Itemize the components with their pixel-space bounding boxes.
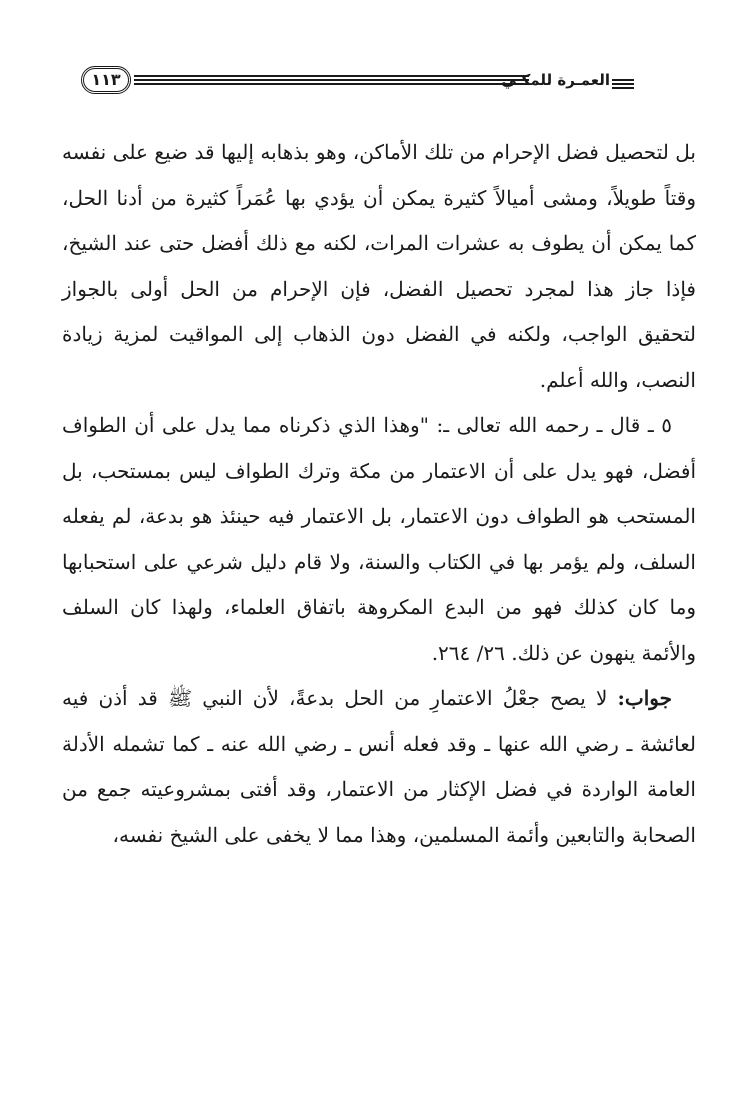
header-ornament-rule [612, 83, 634, 85]
page-number: ١١٣ [81, 66, 131, 94]
header-ornament-rule [612, 87, 634, 89]
answer-label: جواب: [617, 686, 672, 710]
running-header [54, 66, 686, 102]
paragraph [62, 403, 696, 676]
header-ornament-rule [612, 79, 634, 81]
book-title: العمـرة للمكـي [501, 71, 610, 89]
paragraph [62, 130, 696, 403]
header-rule [134, 75, 529, 77]
page-text [62, 130, 696, 858]
paragraph-text: لا يصح جعْلُ الاعتمارِ من الحل بدعةً، لأن النبي ﷺ قد أذن فيه لعائشة ـ رضي الله عنها ـ وقد فعله أنس ـ رضي الله عنه ـ كما تشمله الأدلة العامة الواردة في فضل الإكثار من الاعتمار، وقد أفتى بمشروعيته جمع من الصحابة والتابعين وأئمة المسلمين، وهذا مما لا يخفى على الشيخ نفسه، [62, 686, 696, 847]
header-rule [134, 79, 529, 81]
header-rule [134, 83, 529, 85]
paragraph [62, 676, 696, 858]
paragraph-text: بل لتحصيل فضل الإحرام من تلك الأماكن، وهو بذهابه إليها قد ضيع على نفسه وقتاً طويلاً، ومشى أميالاً كثيرة يمكن أن يؤدي بها عُمَراً كثيرة من أدنا الحل، كما يمكن أن يطوف به عشرات المرات، لكنه مع ذلك أفضل حتى عند الشيخ، فإذا جاز هذا لمجرد تحصيل الفضل، فإن الإحرام من الحل أولى بالجواز لتحقيق الواجب، ولكنه في الفضل دون الذهاب إلى المواقيت لمزية زيادة النصب، والله أعلم. [62, 140, 696, 392]
paragraph-text: ٥ ـ قال ـ رحمه الله تعالى ـ: "وهذا الذي ذكرناه مما يدل على أن الطواف أفضل، فهو يدل على أن الاعتمار من مكة وترك الطواف ليس بمستحب، بل المستحب هو الطواف دون الاعتمار، بل الاعتمار فيه حينئذ هو بدعة، لم يفعله السلف، ولم يؤمر بها في الكتاب والسنة، ولا قام دليل شرعي على استحبابها وما كان كذلك فهو من البدع المكروهة باتفاق العلماء، ولهذا كان السلف والأئمة ينهون عن ذلك. ٢٦/ ٢٦٤. [62, 413, 696, 665]
